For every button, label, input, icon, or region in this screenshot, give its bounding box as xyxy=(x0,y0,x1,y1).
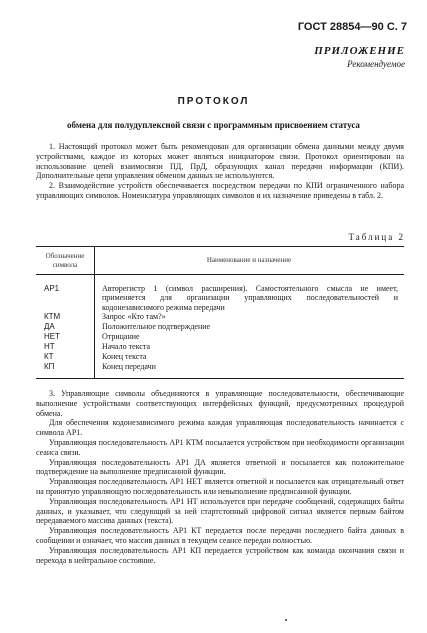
paragraph: Управляющая последовательность АР1 НТ используется при передаче сообщений, содержащих байты данных, и указывает, что следующий за ней стартстопный цифровой сигнал является первым байтом передаваемого массива данных (текста). xyxy=(36,496,404,526)
paragraph: Управляющая последовательность АР1 КП передается устройством как команда окончания связи и перехода в нейтральное состояние. xyxy=(36,545,404,565)
document-title: ПРОТОКОЛ xyxy=(177,96,250,107)
table-cell-symbol: ДА xyxy=(44,322,55,331)
body-text xyxy=(36,389,404,565)
document-subtitle: обмена для полудуплексной связи с программным присвоением статуса xyxy=(67,120,360,130)
paragraph: Управляющая последовательность АР1 КТ передается после передачи последнего байта данных в сообщении и означает, что массив данных в текущем сеансе передан полностью. xyxy=(36,526,404,545)
table-cell-symbol: НЕТ xyxy=(44,332,60,341)
table-header-rule xyxy=(36,274,404,275)
table-cell-symbol: КП xyxy=(44,362,55,371)
table-header-symbol: Обозначение символа xyxy=(45,252,85,269)
paragraph: Для обеспечения кодонезависимого режима каждая управляющая последовательность начинается с символа АР1. xyxy=(36,418,404,438)
page-header: ГОСТ 28854—90 С. 7 xyxy=(297,21,407,33)
table-caption: Таблица 2 xyxy=(348,232,405,242)
paragraph: 1. Настоящий протокол может быть рекомендован для организации обмена данными между двумя устройствами, каждое из которых может являться инициатором связи. Протокол ориентирован на использование цепей взаимосвязи ПД, ПрД, образующих канал передачи информации (КПИ). Дополнительные цепи управления обменом данных не используются. xyxy=(36,142,404,181)
table-cell-meaning: Запрос «Кто там?» xyxy=(102,312,166,321)
table-header-meaning: Наименование и назначение xyxy=(206,256,292,264)
paragraph: Управляющая последовательность АР1 КТМ посылается устройством при необходимости организации сеанса связи. xyxy=(36,437,404,457)
symbols-table xyxy=(36,246,404,378)
table-cell-symbol: КТМ xyxy=(44,312,61,321)
table-top-rule xyxy=(36,246,404,247)
paragraph: Управляющая последовательность АР1 НЕТ является ответной и посылается как отрицательный ответ на принятую управляющую последовательность или невыполнение предписанной функции. xyxy=(36,477,404,496)
table-cell-symbol: КТ xyxy=(44,352,54,361)
table-cell-symbol: НТ xyxy=(44,342,55,351)
table-bottom-rule xyxy=(36,378,404,379)
paragraph: 3. Управляющие символы объединяются в управляющие последовательности, обеспечивающие выполнение устройствами соответствующих интерфейсных функций, предусмотренных процедурой обмена. xyxy=(36,389,404,418)
table-cell-meaning: Конец передачи xyxy=(102,362,156,371)
appendix-title: ПРИЛОЖЕНИЕ xyxy=(314,45,405,57)
table-cell-symbol: АР1 xyxy=(44,284,60,293)
appendix-block xyxy=(314,45,405,70)
intro-text xyxy=(36,142,404,201)
table-cell-meaning: Положительное подтверждение xyxy=(102,322,211,331)
table-cell-meaning: Авторегистр 1 (символ расширения). Самостоятельного смысла не имеет, применяется для организации управляющих последовательностей и кодонезависимого режима передачи xyxy=(102,284,398,312)
table-cell-meaning: Конец текста xyxy=(102,352,147,361)
table-cell-meaning: Начало текста xyxy=(102,342,151,351)
paragraph: 2. Взаимодействие устройств обеспечивается посредством передачи по КПИ ограниченного набора управляющих символов. Номенклатура управляющих символов и их назначение приведены в табл. 2. xyxy=(36,181,404,200)
scan-mark xyxy=(285,619,287,621)
table-column-rule xyxy=(94,246,95,378)
appendix-subtitle: Рекомендуемое xyxy=(347,59,405,69)
table-cell-meaning: Отрицание xyxy=(102,332,140,341)
paragraph: Управляющая последовательность АР1 ДА является ответной и посылается как положительное подтверждение на выполнение предписанной функции. xyxy=(36,457,404,477)
